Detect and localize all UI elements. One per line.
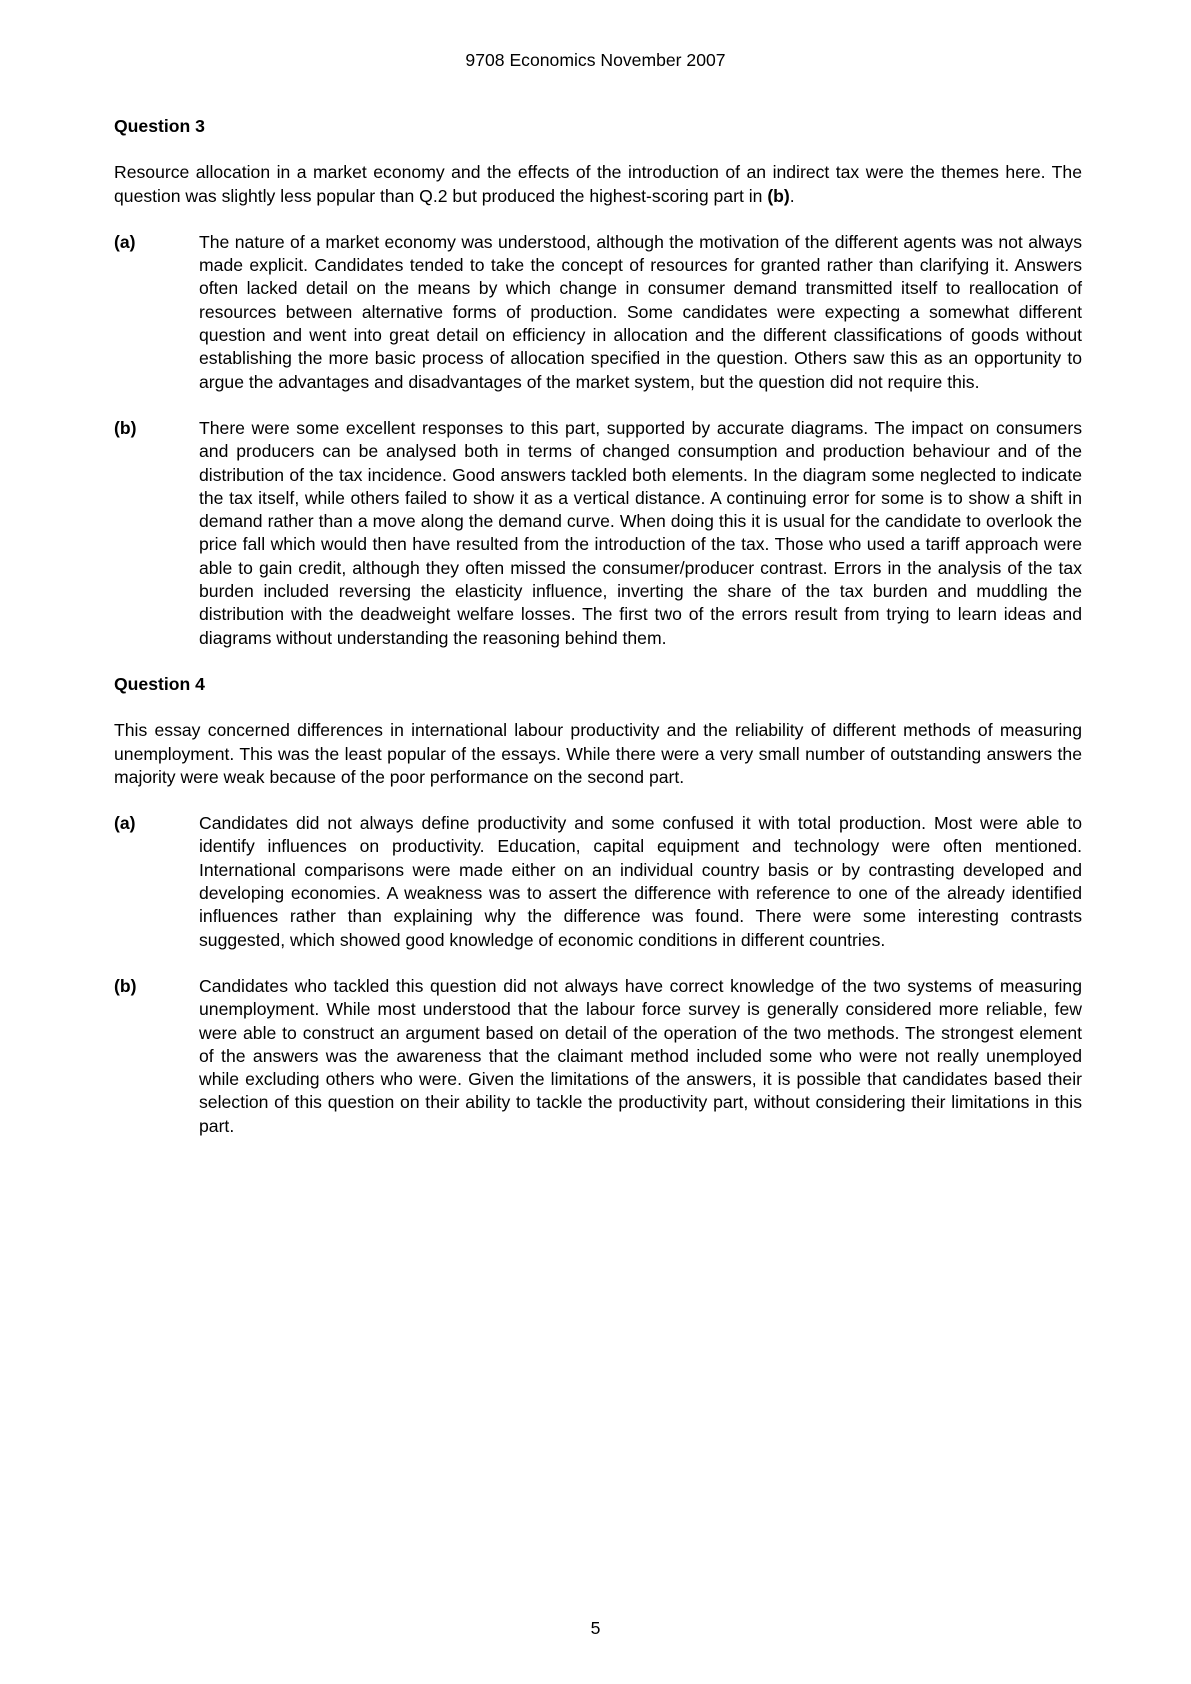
question-3-section bbox=[114, 115, 1082, 650]
page-number: 5 bbox=[590, 1618, 601, 1638]
question-3-part-b bbox=[114, 417, 1082, 650]
question-3-intro-end: . bbox=[789, 185, 795, 206]
part-text: The nature of a market economy was understood, although the motivation of the different agents was not always made explicit. Candidates tended to take the concept of resources for granted rather than clarifying it. Answers often lacked detail on the means by which change in consumer demand transmitted itself to reallocation of resources between alternative forms of production. Some candidates were expecting a somewhat different question and went into great detail on efficiency in allocation and the different classifications of goods without establishing the more basic process of allocation specified in the question. Others saw this as an opportunity to argue the advantages and disadvantages of the market system, but the question did not require this. bbox=[199, 231, 1082, 392]
part-label: (a) bbox=[114, 813, 136, 834]
running-header: 9708 Economics November 2007 bbox=[465, 50, 726, 70]
part-text: There were some excellent responses to this part, supported by accurate diagrams. The impact on consumers and producers can be analysed both in terms of changed consumption and production behaviour and of the distribution of the tax incidence. Good answers tackled both elements. In the diagram some neglected to indicate the tax itself, while others failed to show it as a vertical distance. A continuing error for some is to show a shift in demand rather than a move along the demand curve. When doing this it is usual for the candidate to overlook the price fall which would then have resulted from the introduction of the tax. Those who used a tariff approach were able to gain credit, although they often missed the consumer/producer contrast. Errors in the analysis of the tax burden included reversing the elasticity influence, inverting the share of the tax burden and muddling the distribution with the deadweight welfare losses. The first two of the errors result from trying to learn ideas and diagrams without understanding the reasoning behind them. bbox=[199, 417, 1082, 648]
question-3-heading: Question 3 bbox=[114, 116, 205, 136]
part-label: (b) bbox=[114, 975, 137, 996]
question-4-part-a bbox=[114, 812, 1082, 952]
question-3-intro bbox=[114, 161, 1082, 208]
part-label: (a) bbox=[114, 231, 136, 252]
page-content bbox=[114, 115, 1082, 1161]
question-3-part-a bbox=[114, 231, 1082, 394]
question-3-intro-text: Resource allocation in a market economy and the effects of the introduction of an indirect tax were the themes here. The question was slightly less popular than Q.2 but produced the highest-scoring part in bbox=[114, 162, 1082, 206]
question-4-part-b bbox=[114, 975, 1082, 1138]
part-text: Candidates did not always define productivity and some confused it with total production. Most were able to identify influences on productivity. Education, capital equipment and technology were often mentioned. International comparisons were made either on an individual country basis or by contrasting developed and developing economies. A weakness was to assert the difference with reference to one of the already identified influences rather than explaining why the difference was found. There were some interesting contrasts suggested, which showed good knowledge of economic conditions in different countries. bbox=[199, 813, 1082, 950]
question-3-intro-part-ref: (b) bbox=[767, 185, 790, 206]
question-4-intro: This essay concerned differences in international labour productivity and the reliability of different methods of measuring unemployment. This was the least popular of the essays. While there were a very small number of outstanding answers the majority were weak because of the poor performance on the second part. bbox=[114, 720, 1082, 787]
part-label: (b) bbox=[114, 417, 137, 438]
part-text: Candidates who tackled this question did not always have correct knowledge of the two systems of measuring unemployment. While most understood that the labour force survey is generally considered more reliable, few were able to construct an argument based on detail of the operation of the two methods. The strongest element of the answers was the awareness that the claimant method included some who were not really unemployed while excluding others who were. Given the limitations of the answers, it is possible that candidates based their selection of this question on their ability to tackle the productivity part, without considering their limitations in this part. bbox=[199, 975, 1082, 1136]
question-4-heading: Question 4 bbox=[114, 673, 205, 694]
question-4-section bbox=[114, 673, 1082, 1138]
